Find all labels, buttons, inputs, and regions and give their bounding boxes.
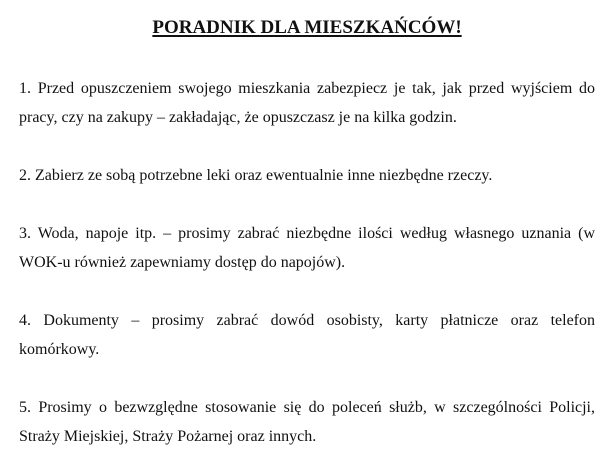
guide-item-1: 1. Przed opuszczeniem swojego mieszkania zabezpiecz je tak, jak przed wyjściem do pracy, czy na zakupy – zakładając, że opuszczasz je na kilka godzin. [19, 80, 595, 126]
guide-item-3: 3. Woda, napoje itp. – prosimy zabrać niezbędne ilości według własnego uznania (w WOK-u również zapewniamy dostęp do napojów). [19, 225, 595, 271]
guide-item-2: 2. Zabierz ze sobą potrzebne leki oraz ewentualnie inne niezbędne rzeczy. [19, 167, 493, 184]
guide-item-4: 4. Dokumenty – prosimy zabrać dowód osobisty, karty płatnicze oraz telefon komórkowy. [19, 312, 595, 358]
document-title: PORADNIK DLA MIESZKAŃCÓW! [152, 17, 462, 38]
guide-item-5: 5. Prosimy o bezwzględne stosowanie się do poleceń służb, w szczególności Policji, Straży Miejskiej, Straży Pożarnej oraz innych. [19, 399, 595, 445]
